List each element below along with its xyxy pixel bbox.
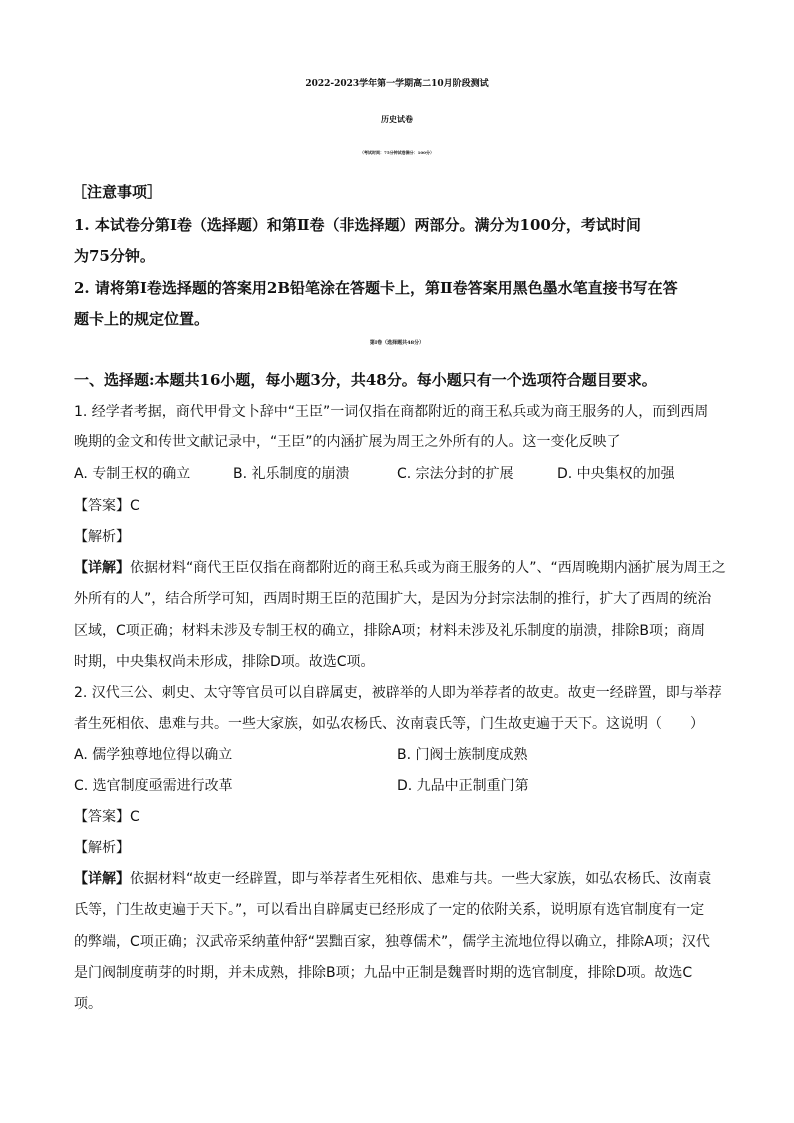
q2-detail-line4: 是门阀制度萌芽的时期，并未成熟，排除B项；九品中正制是魏晋时期的选官制度，排除D项。故选C <box>74 965 693 981</box>
q1-stem-line1: 1. 经学者考据，商代甲骨文卜辞中“王臣”一词仅指在商都附近的商王私兵或为商王服务的人，而到西周 <box>74 404 709 420</box>
q1-answer <box>74 495 140 515</box>
q2-stem-line1: 2. 汉代三公、刺史、太守等官员可以自辟属吏，被辟举的人即为举荐者的故吏。故吏一经辟置，即与举荐 <box>74 685 722 701</box>
notes-item2-line2: 题卡上的规定位置。 <box>74 310 210 328</box>
exam-info: （考试时间：75分钟试卷满分：100分） <box>360 150 434 155</box>
notes-item1-line1: 1. 本试卷分第Ⅰ卷（选择题）和第Ⅱ卷（非选择题）两部分。满分为100分，考试时间 <box>74 216 641 234</box>
q1-answer-value: C <box>130 498 140 514</box>
notes-item1-line2: 为75分钟。 <box>74 247 155 265</box>
q2-detail-line5: 项。 <box>74 996 102 1012</box>
q2-detail-text: 依据材料“故吏一经辟置，即与举荐者生死相依、患难与共。一些大家族，如弘农杨氏、汝南袁 <box>130 871 712 887</box>
q2-option-d: D. 九品中正制重门第 <box>397 778 529 794</box>
q1-option-c: C. 宗法分封的扩展 <box>397 466 514 482</box>
q1-detail-line1 <box>74 557 726 577</box>
q1-option-d: D. 中央集权的加强 <box>557 466 675 482</box>
q2-option-a: A. 儒学独尊地位得以确立 <box>74 747 233 763</box>
section-instructions: 一、选择题:本题共16小题，每小题3分，共48分。每小题只有一个选项符合题目要求。 <box>74 371 657 389</box>
q1-option-a: A. 专制王权的确立 <box>74 466 191 482</box>
q2-answer <box>74 806 140 826</box>
q1-detail-line3: 区域，C项正确；材料未涉及专制王权的确立，排除A项；材料未涉及礼乐制度的崩溃，排除B项；商周 <box>74 623 705 639</box>
q1-detail-line4: 时期，中央集权尚未形成，排除D项。故选C项。 <box>74 654 375 670</box>
q1-detail-line2: 外所有的人”，结合所学可知，西周时期王臣的范围扩大，是因为分封宗法制的推行，扩大了西周的统治 <box>74 591 712 607</box>
q1-analysis-tag: 【解析】 <box>74 529 130 545</box>
q2-detail-line3: 的弊端，C项正确；汉武帝采纳董仲舒“罢黜百家，独尊儒术”，儒学主流地位得以确立，排除A项；汉代 <box>74 934 710 950</box>
q1-answer-tag: 【答案】 <box>74 498 130 514</box>
q2-option-b: B. 门阀士族制度成熟 <box>397 747 528 763</box>
notes-heading: ［注意事项］ <box>72 183 163 201</box>
exam-subject: 历史试卷 <box>381 114 413 124</box>
section-title: 第Ⅰ卷（选择题共48分） <box>369 340 425 346</box>
q1-detail-text: 依据材料“商代王臣仅指在商都附近的商王私兵或为商王服务的人”、“西周晚期内涵扩展为周王之 <box>130 560 726 576</box>
q2-stem-line2: 者生死相依、患难与共。一些大家族，如弘农杨氏、汝南袁氏等，门生故吏遍于天下。这说明（ ） <box>74 716 704 732</box>
q2-detail-line1 <box>74 868 711 888</box>
q2-detail-tag: 【详解】 <box>74 871 130 887</box>
q1-option-b: B. 礼乐制度的崩溃 <box>233 466 350 482</box>
exam-title: 2022-2023学年第一学期高二10月阶段测试 <box>305 79 489 89</box>
q1-stem-line2: 晚期的金文和传世文献记录中，“王臣”的内涵扩展为周王之外所有的人。这一变化反映了 <box>74 434 621 450</box>
q1-detail-tag: 【详解】 <box>74 560 130 576</box>
q2-analysis-tag: 【解析】 <box>74 840 130 856</box>
q2-detail-line2: 氏等，门生故吏遍于天下。”，可以看出自辟属吏已经形成了一定的依附关系，说明原有选官制度有一定 <box>74 902 705 918</box>
q2-option-c: C. 选官制度亟需进行改革 <box>74 778 233 794</box>
q2-answer-value: C <box>130 809 140 825</box>
q2-answer-tag: 【答案】 <box>74 809 130 825</box>
notes-item2-line1: 2. 请将第Ⅰ卷选择题的答案用2B铅笔涂在答题卡上，第Ⅱ卷答案用黑色墨水笔直接书写在答 <box>74 279 678 297</box>
